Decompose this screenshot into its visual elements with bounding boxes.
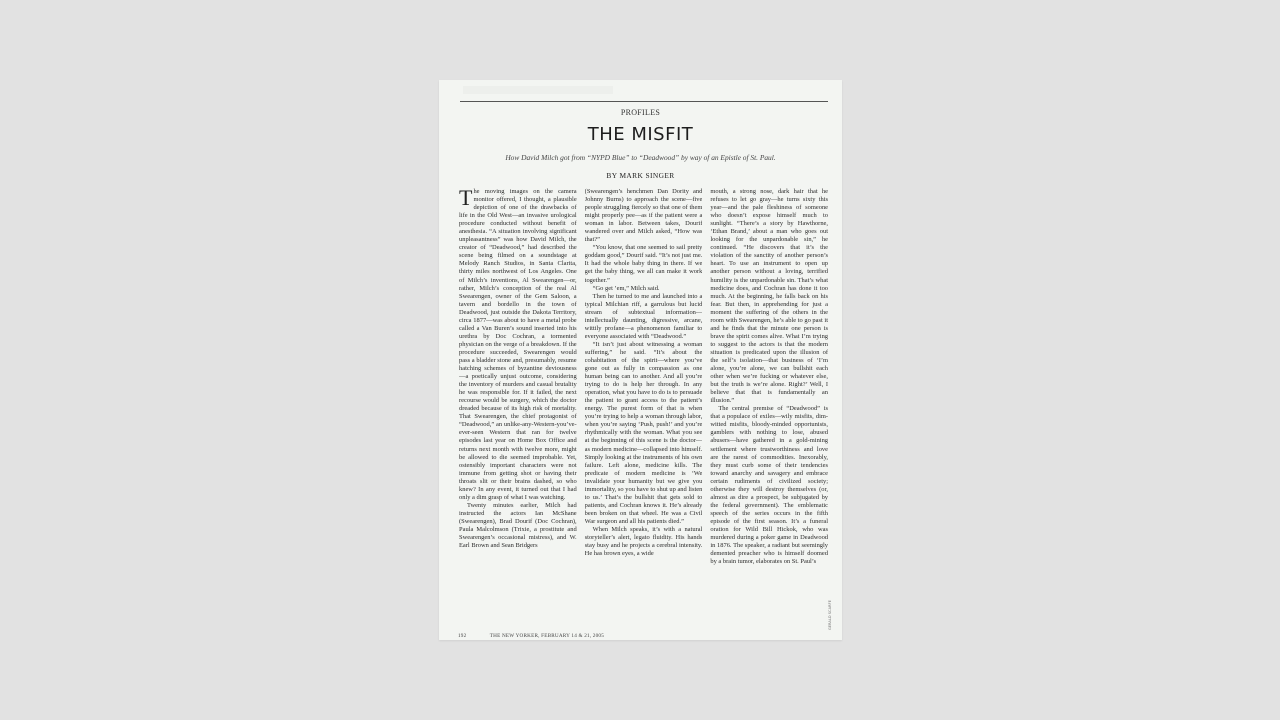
running-foot: THE NEW YORKER, FEBRUARY 14 & 21, 2005 bbox=[489, 633, 604, 639]
page-number: 192 bbox=[458, 633, 467, 639]
magazine-page bbox=[439, 80, 842, 640]
column-1 bbox=[459, 188, 577, 628]
section-label: PROFILES bbox=[620, 108, 661, 117]
paragraph: Then he turned to me and launched into a typical Milchian riff, a garrulous but lucid stream of subtextual information—intellectually daunting, digressive, arcane, wittily profane—a phenomenon familiar to everyone associated with “Deadwood.” bbox=[584, 292, 703, 340]
drop-cap: T bbox=[459, 188, 473, 210]
art-credit: GERALD SCARFE bbox=[828, 600, 832, 630]
article-body bbox=[459, 188, 828, 628]
paragraph: “You know, that one seemed to sail pretty goddam good,” Dourif said. “It’s not just me. It had the whole baby thing in there. If we get the baby thing, we all can make it work together.” bbox=[584, 244, 703, 284]
paragraph: When Milch speaks, it’s with a natural storyteller’s alert, legato fluidity. His hands stay busy and he projects a cerebral intensity. He has brown eyes, a wide bbox=[584, 525, 703, 558]
paragraph: Twenty minutes earlier, Milch had instructed the actors Ian McShane (Swearengen), Brad Dourif (Doc Cochran), Paula Malcolmson (Trixie, a prostitute and Swearengen’s occasional mistress), and W. Earl Brown and Sean Bridgers bbox=[459, 501, 577, 550]
paragraph: The central premise of “Deadwood” is that a populace of exiles—wily misfits, dim-witted misfits, bloody-minded opportunists, gamblers with nothing to lose, abused abusers—have gathered in a gold-mining settlement where trustworthiness and love are the rarest of commodities. Inexorably, they must curb some of their tendencies toward anarchy and savagery and embrace certain rudiments of civilized society; otherwise they will destroy themselves (or, almost as dire a prospect, be subjugated by the federal government). The emblematic speech of the series occurs in the fifth episode of the first season. It’s a funeral oration for Wild Bill Hickok, who was murdered during a poker game in Deadwood in 1876. The speaker, a radiant but seemingly demented preacher who is himself doomed by a brain tumor, elaborates on St. Paul’s bbox=[710, 405, 829, 566]
paragraph-text: he moving images on the camera monitor offered, I thought, a plausible depiction of one of the drawbacks of life in the Old West—an invasive urological procedure conducted without benefit of anesthesia. “A situation involving significant unpleasantness” was how David Milch, the creator of “Deadwood,” had described the scene being filmed on a soundstage at Melody Ranch Studios, in Santa Clarita, thirty miles northwest of Los Angeles. One of Milch’s inventions, Al Swearengen—or, rather, Milch’s conception of the real Al Swearengen, owner of the Gem Saloon, a tavern and bordello in the town of Deadwood, just outside the Dakota Territory, circa 1877—was about to have a metal probe called a Van Buren’s sound inserted into his urethra by Doc Cochran, a tormented physician on the verge of a breakdown. If the procedure succeeded, Swearengen would pass a bladder stone and, presumably, resume hatching schemes of byzantine deviousness—a poetically unjust outcome, considering the inventory of murders and casual brutality he was responsible for. If it failed, the next recourse would be surgery, which the doctor dreaded because of its high risk of mortality. That Swearengen, the chief protagonist of “Deadwood,” an unlike-any-Western-you’ve-ever-seen Western that ran for twelve episodes last year on Home Box Office and returns next month with twelve more, might be allowed to die seemed improbable. Yet, ostensibly important characters were not immune from getting shot or having their throats slit or their brains dashed, so who knew? In any event, it turned out that I had only a dim grasp of what I was watching. bbox=[459, 188, 577, 501]
column-2 bbox=[585, 188, 703, 628]
column-3 bbox=[710, 188, 828, 628]
bleed-through-text bbox=[463, 86, 613, 94]
byline: BY MARK SINGER bbox=[606, 171, 675, 180]
article-dek: How David Milch got from “NYPD Blue” to “Deadwood” by way of an Epistle of St. Paul. bbox=[505, 153, 776, 162]
paragraph: “Go get ’em,” Milch said. bbox=[592, 284, 660, 292]
paragraph bbox=[459, 188, 577, 502]
article-title: THE MISFIT bbox=[587, 124, 694, 145]
paragraph: (Swearengen’s henchmen Dan Dority and Johnny Burns) to approach the scene—five people struggling fiercely so that one of them might properly pee—as if the patient were a woman in labor. Between takes, Dourif wandered over and Milch asked, “How was that?” bbox=[584, 188, 703, 244]
header-rule bbox=[460, 101, 828, 102]
page-footer bbox=[458, 633, 604, 639]
paragraph: “It isn’t just about witnessing a woman suffering,” he said. “It’s about the cohabitation of the spirit—where you’ve gone out as fully in compassion as one human being can to another. And all you’re trying to do is help her through. In any operation, what you have to do is to persuade the patient to grant access to the patient’s energy. The purest form of that is when you’re trying to help a woman through labor, when you’re saying ‘Push, push!’ and you’re rhythmically with the woman. What you see at the beginning of this scene is the doctor—as modern medicine—collapsed into himself. Simply looking at the instruments of his own failure. Left alone, medicine kills. The predicate of modern medicine is ‘We invalidate your humanity but we give you immortality, so you have to shut up and listen to us.’ That’s the bullshit that gets sold to patients, and Cochran knows it. He’s already been broken on that wheel. He was a Civil War surgeon and all his patients died.” bbox=[584, 340, 703, 525]
paragraph: mouth, a strong nose, dark hair that he refuses to let go gray—he turns sixty this year—and the pale fleshiness of someone who doesn’t expose himself much to sunlight. “There’s a story by Hawthorne, ‘Ethan Brand,’ about a man who goes out looking for the unpardonable sin,” he continued. “He discovers that it’s the violation of the sanctity of another person’s heart. To use an instrument to open up another person without a loving, terrified humility is the unpardonable sin. That’s what medicine does, and Cochran has done it too much. At the beginning, he falls back on his fear. But then, in apprehending for just a moment the suffering of the others in the room with Swearengen, he’s able to go past it and he finds that the minute one person is brave the spirit comes alive. What I’m trying to suggest to the actors is that the modern situation is predicated upon the illusion of the self’s isolation—that business of ‘I’m alone, you’re alone, we can bullshit each other when we’re fucking or whatever else, but the truth is we’re alone. Right?’ Well, I believe that that is fundamentally an illusion.” bbox=[710, 188, 829, 405]
